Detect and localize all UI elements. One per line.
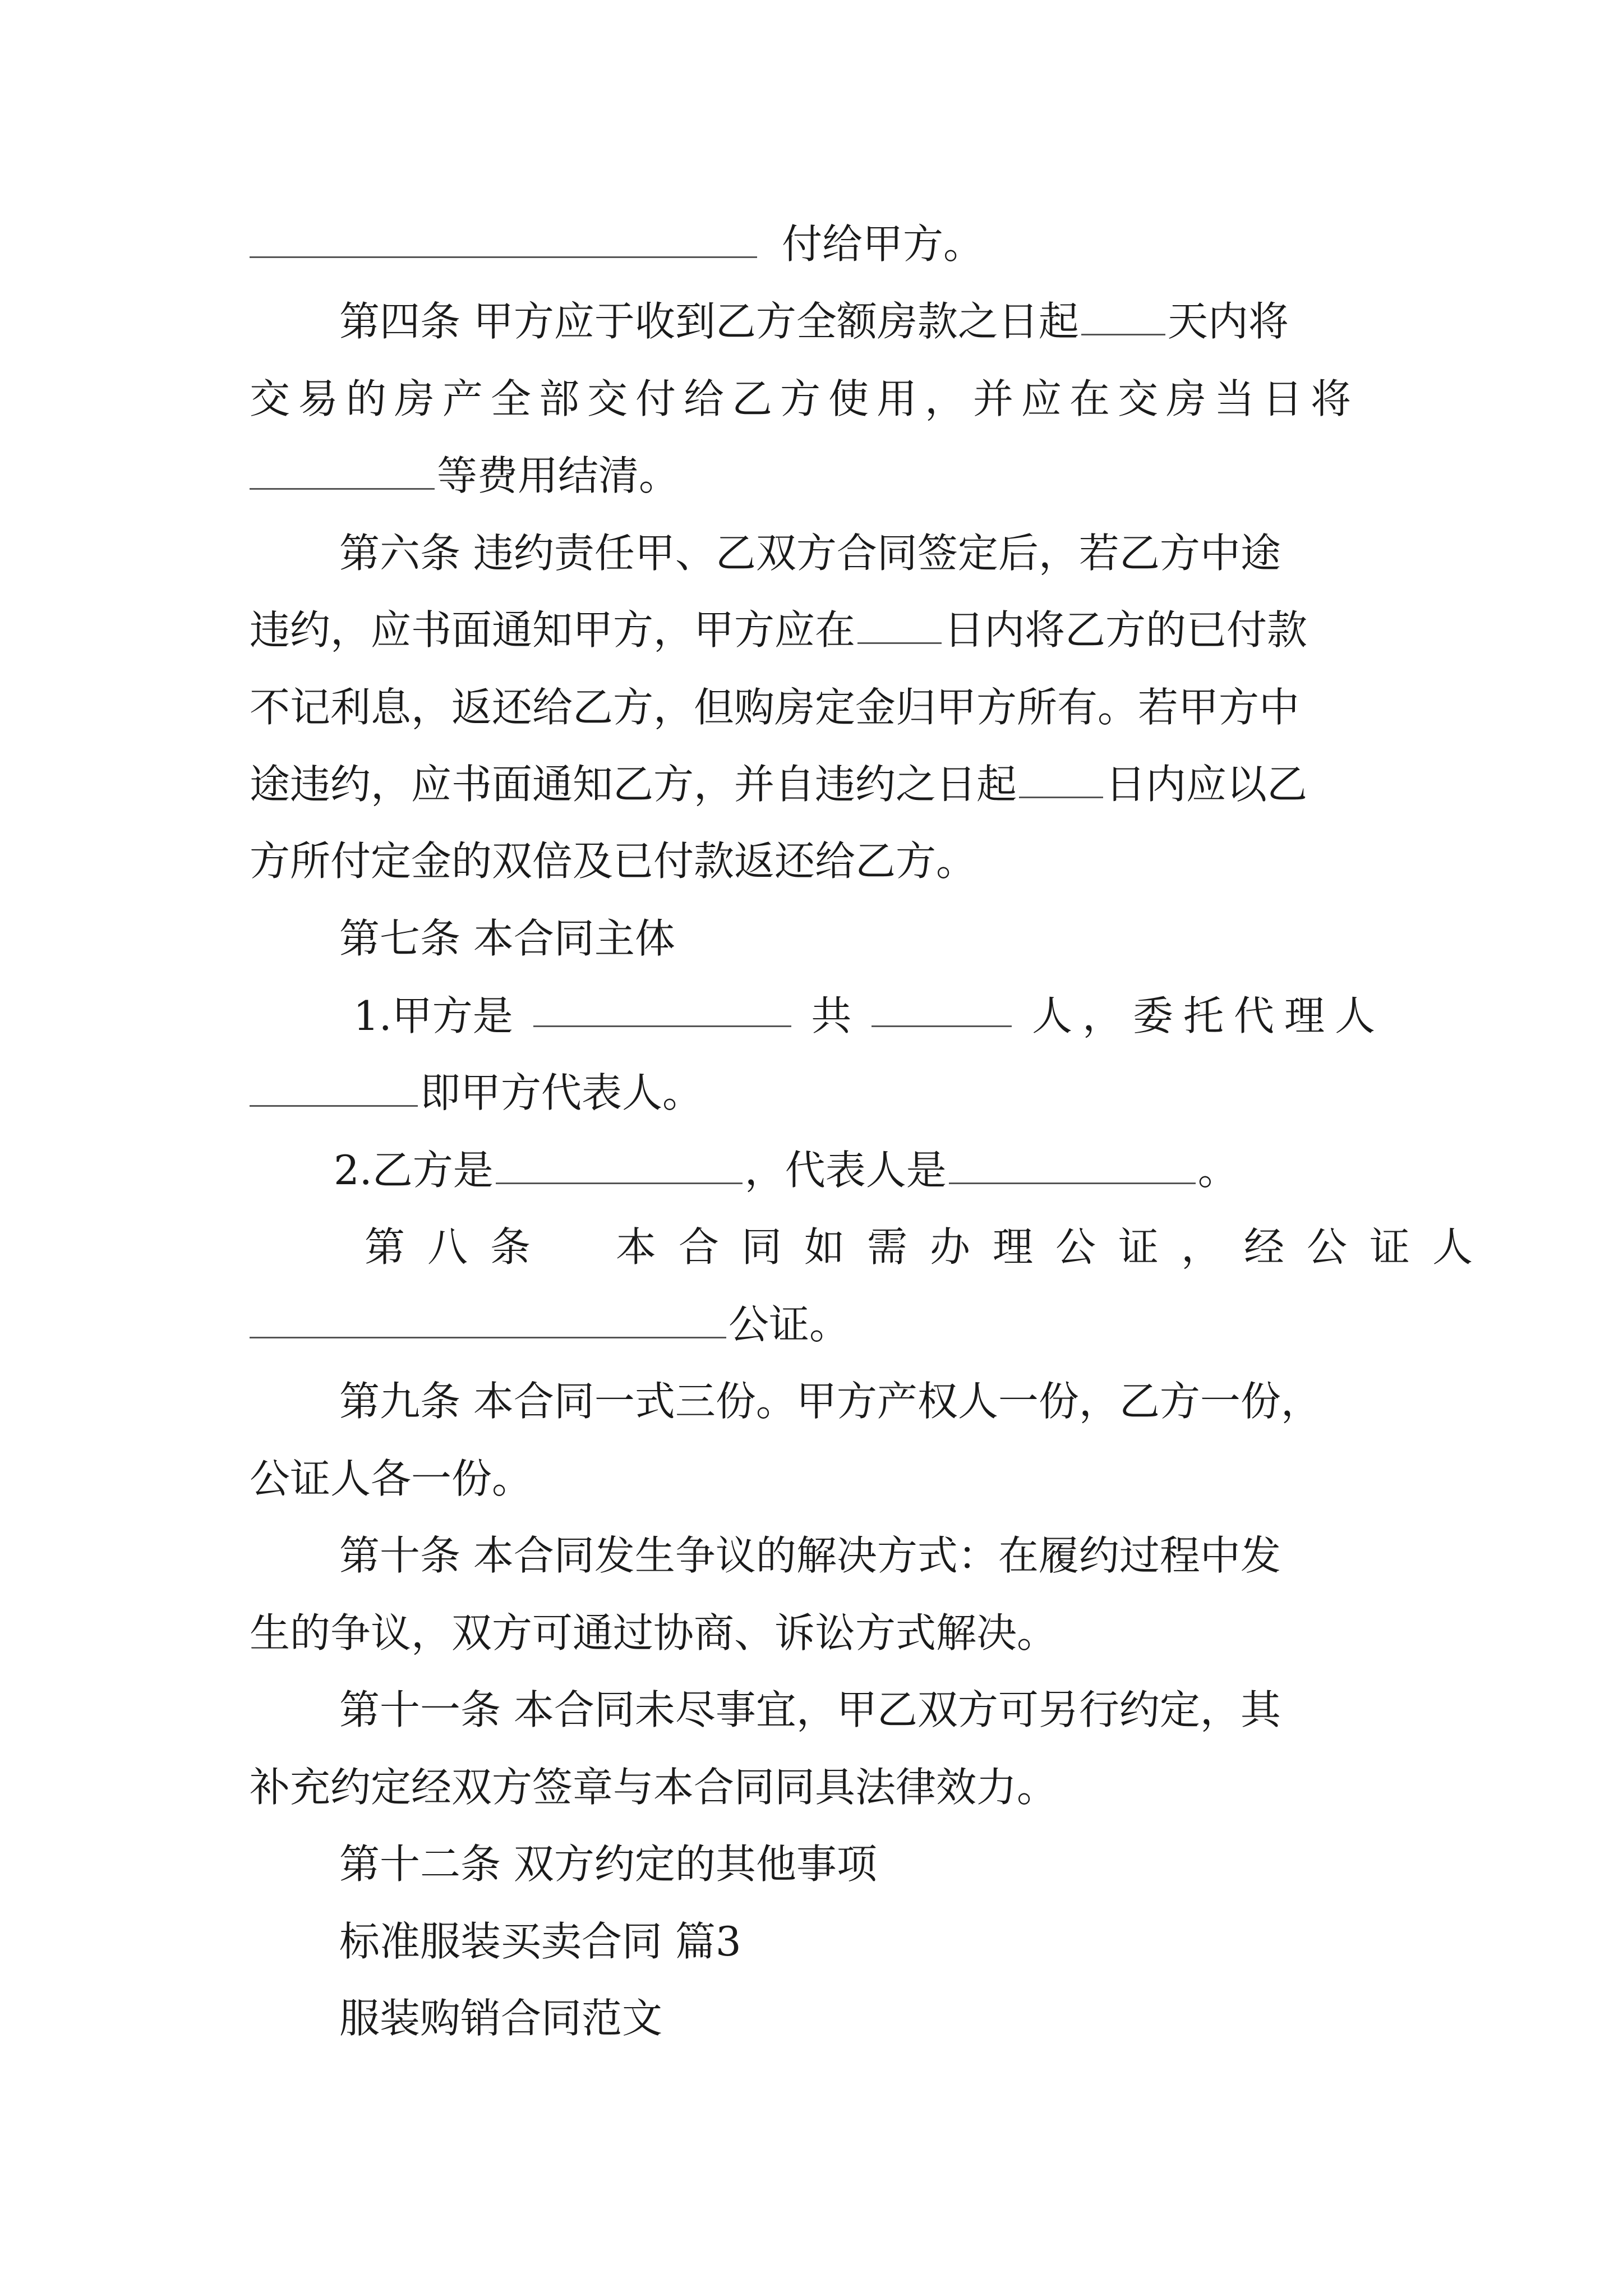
article-11-line <box>339 1685 1385 1735</box>
line-text: 等费用结清。 <box>437 452 680 499</box>
text-line <box>250 1299 1385 1350</box>
line-text: 第四条 甲方应于收到乙方全额房款之日起 <box>339 298 1079 345</box>
fill-blank <box>250 1302 726 1338</box>
line-text: 生的争议，双方可通过协商、诉讼方式解决。 <box>250 1609 1058 1657</box>
text-line <box>250 836 1385 886</box>
line-text: 第十二条 双方约定的其他事项 <box>339 1841 877 1888</box>
article-7-heading <box>339 913 1385 964</box>
line-text: 日内将乙方的已付款 <box>944 606 1308 654</box>
line-text: 标准服装买卖合同 篇3 <box>339 1918 741 1965</box>
text-line <box>250 450 1385 501</box>
line-text: 2.乙方是 <box>334 1147 494 1194</box>
line-text: 。 <box>1197 1147 1238 1194</box>
fill-blank <box>1081 299 1165 335</box>
fill-blank <box>533 991 791 1027</box>
fill-blank <box>949 1148 1196 1184</box>
line-text: ，代表人是 <box>744 1147 947 1194</box>
text-line <box>250 1453 1385 1504</box>
line-text: 第九条 本合同一式三份。甲方产权人一份，乙方一份， <box>339 1378 1321 1425</box>
section-title <box>339 1916 1385 1967</box>
article-9-line <box>339 1376 1385 1427</box>
line-text: 人，委托代理人 <box>1031 992 1385 1039</box>
text-line <box>250 605 1385 655</box>
article-6-line <box>339 528 1385 578</box>
line-text: 方所付定金的双倍及已付款返还给乙方。 <box>250 838 977 885</box>
line-text: 即甲方代表人。 <box>420 1069 703 1116</box>
article-12-heading <box>339 1839 1385 1889</box>
section-subtitle <box>339 1993 1385 2044</box>
line-text: 补充约定经双方签章与本合同同具法律效力。 <box>250 1764 1058 1811</box>
line-text: 第六条 违约责任甲、乙双方合同签定后，若乙方中途 <box>339 530 1281 577</box>
line-text: 公证。 <box>728 1301 850 1348</box>
fill-blank <box>250 1070 418 1107</box>
party-b-line <box>334 1145 1380 1195</box>
line-text: 服装购销合同范文 <box>339 1995 663 2042</box>
fill-blank <box>250 222 757 258</box>
party-a-line <box>353 991 1385 1041</box>
text-line <box>250 219 1385 269</box>
line-text: 日内应以乙 <box>1105 761 1308 808</box>
line-text: 第七条 本合同主体 <box>339 915 675 962</box>
text-line <box>250 759 1385 809</box>
text-line <box>250 374 1385 424</box>
article-10-line <box>339 1530 1385 1581</box>
line-text: 交易的房产全部交付给乙方使用，并应在交房当日将 <box>250 375 1359 422</box>
text-line <box>250 1608 1385 1658</box>
fill-blank <box>496 1148 743 1184</box>
line-text: 第八条 本合同如需办理公证，经公证人 <box>365 1223 1496 1271</box>
text-line <box>250 682 1385 733</box>
text-line <box>250 1762 1385 1812</box>
line-text: 共 <box>811 992 852 1039</box>
article-4-line <box>339 296 1385 347</box>
line-text: 途违约，应书面通知乙方，并自违约之日起 <box>250 761 1017 808</box>
fill-blank <box>872 991 1012 1027</box>
line-text: 违约，应书面通知甲方，甲方应在 <box>250 606 856 654</box>
article-8-line <box>365 1222 1496 1272</box>
line-text: 不记利息，返还给乙方，但购房定金归甲方所有。若甲方中 <box>250 684 1300 731</box>
line-text: 付给甲方。 <box>782 220 984 268</box>
fill-blank <box>1019 762 1103 798</box>
line-text: 公证人各一份。 <box>250 1455 533 1502</box>
line-text: 1.甲方是 <box>353 992 513 1039</box>
line-text: 天内将 <box>1167 298 1289 345</box>
text-line <box>250 1068 1385 1118</box>
fill-blank <box>857 608 942 644</box>
line-text: 第十一条 本合同未尽事宜，甲乙双方可另行约定，其 <box>339 1686 1281 1733</box>
fill-blank <box>250 453 435 490</box>
line-text: 第十条 本合同发生争议的解决方式：在履约过程中发 <box>339 1532 1281 1579</box>
